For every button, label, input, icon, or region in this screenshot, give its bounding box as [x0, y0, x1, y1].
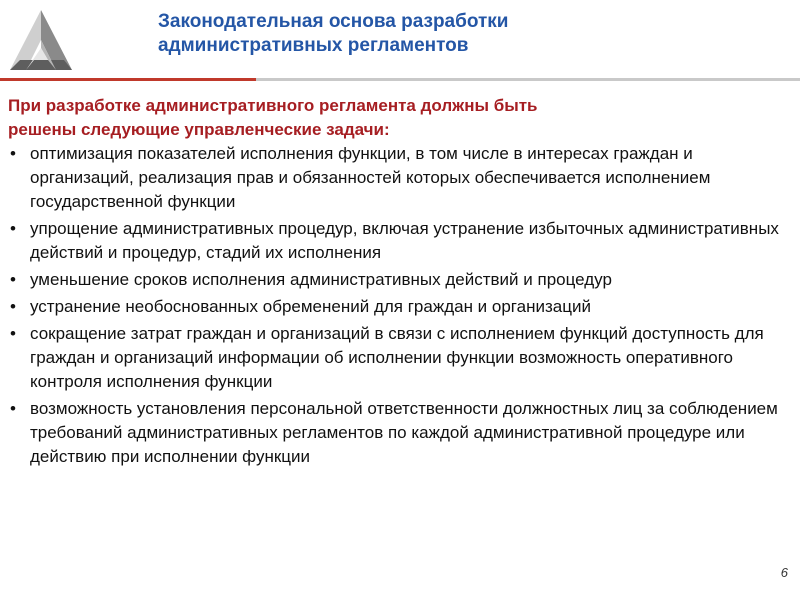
list-item: • возможность установления персональной ответственности должностных лиц за соблюдением требований административных регламентов по каждой административной процедуре или действию при исполнении функции	[0, 397, 790, 469]
page-number: 6	[780, 565, 788, 580]
list-item: • оптимизация показателей исполнения функции, в том числе в интересах граждан и организаций, реализация прав и обязанностей которых обеспечивается исполнением государственной функции	[0, 142, 790, 214]
page-title	[158, 10, 758, 58]
impossible-triangle-icon	[6, 6, 76, 76]
title-line-1: Законодательная основа разработки	[158, 11, 509, 32]
task-list	[0, 142, 790, 472]
lead-line-2: решены следующие управленческие задачи:	[8, 120, 390, 139]
list-item: • сокращение затрат граждан и организаций в связи с исполнением функций доступность для граждан и организаций информации об исполнении функции возможность оперативного контроля исполнения функции	[0, 322, 790, 394]
list-item: • уменьшение сроков исполнения административных действий и процедур	[0, 268, 790, 292]
header-divider	[0, 78, 800, 81]
title-line-2: административных регламентов	[158, 35, 469, 56]
lead-text	[8, 94, 788, 142]
list-item: • устранение необоснованных обременений для граждан и организаций	[0, 295, 790, 319]
lead-line-1: При разработке административного регламента должны быть	[8, 96, 538, 115]
list-item: • упрощение административных процедур, включая устранение избыточных административных действий и процедур, стадий их исполнения	[0, 217, 790, 265]
